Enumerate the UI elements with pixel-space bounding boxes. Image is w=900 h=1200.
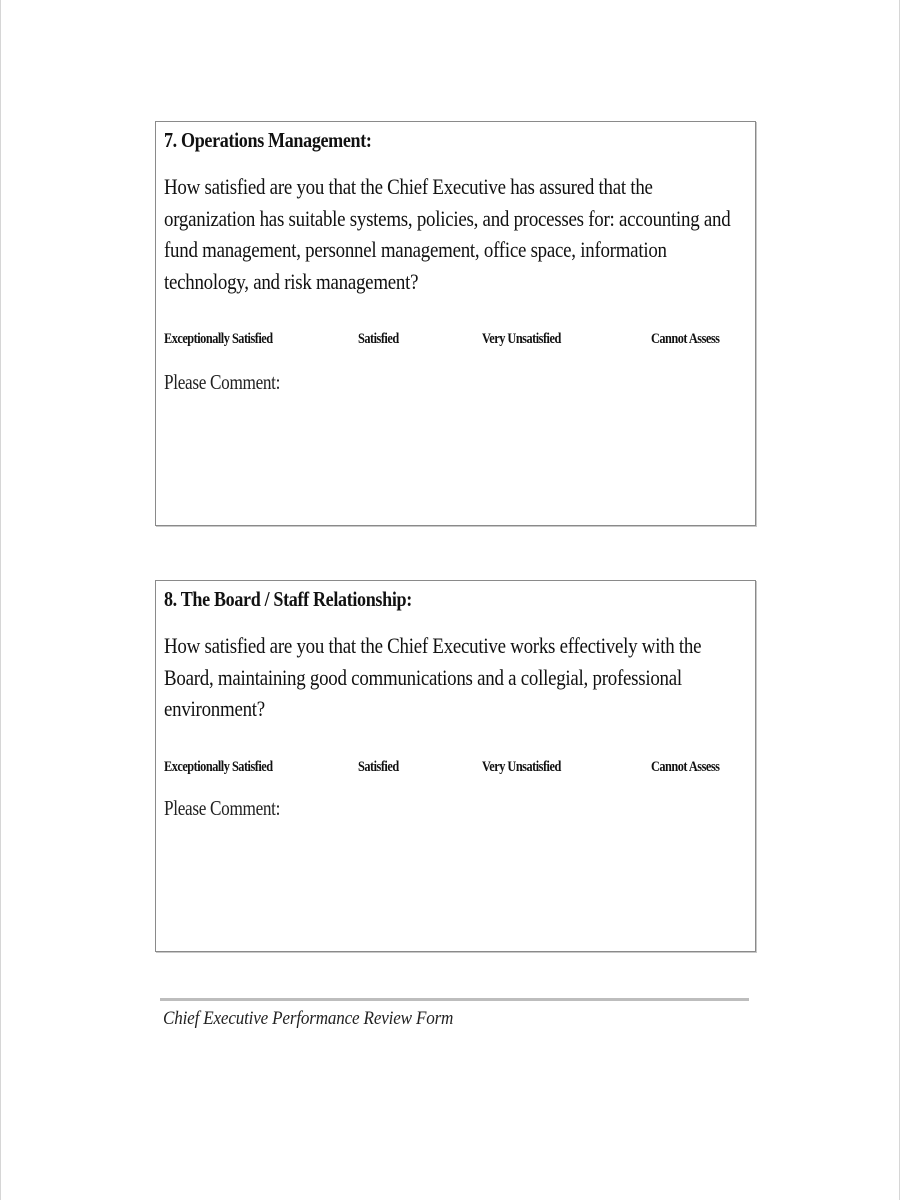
- section-title: 8. The Board / Staff Relationship:: [164, 587, 412, 611]
- rating-option-very-unsatisfied[interactable]: Very Unsatisfied: [482, 759, 561, 775]
- section-operations-management: [155, 121, 756, 526]
- rating-option-satisfied[interactable]: Satisfied: [358, 331, 399, 347]
- question-line: Board, maintaining good communications and a collegial, professional: [164, 664, 682, 690]
- question-line: fund management, personnel management, office space, information: [164, 237, 667, 262]
- rating-option-cannot-assess[interactable]: Cannot Assess: [651, 759, 720, 775]
- rating-option-cannot-assess[interactable]: Cannot Assess: [651, 331, 720, 347]
- question-line: technology, and risk management?: [164, 268, 419, 294]
- question-line: environment?: [164, 696, 265, 721]
- rating-option-exceptionally-satisfied[interactable]: Exceptionally Satisfied: [164, 331, 273, 347]
- rating-option-exceptionally-satisfied[interactable]: Exceptionally Satisfied: [164, 759, 273, 775]
- rating-options: [156, 759, 755, 779]
- question-text: [164, 630, 736, 725]
- section-title: 7. Operations Management:: [164, 128, 372, 152]
- question-line: How satisfied are you that the Chief Executive works effectively with the: [164, 633, 702, 658]
- comment-label: Please Comment:: [164, 796, 281, 820]
- section-board-staff-relationship: [155, 580, 756, 952]
- rating-option-very-unsatisfied[interactable]: Very Unsatisfied: [482, 331, 561, 347]
- footer-title: Chief Executive Performance Review Form: [163, 1008, 454, 1029]
- question-line: organization has suitable systems, policies, and processes for: accounting and: [164, 205, 731, 231]
- rating-options: [156, 331, 755, 351]
- question-text: [164, 171, 736, 297]
- comment-label: Please Comment:: [164, 370, 281, 394]
- question-line: How satisfied are you that the Chief Executive has assured that the: [164, 174, 653, 199]
- footer-divider: [160, 998, 749, 1001]
- rating-option-satisfied[interactable]: Satisfied: [358, 759, 399, 775]
